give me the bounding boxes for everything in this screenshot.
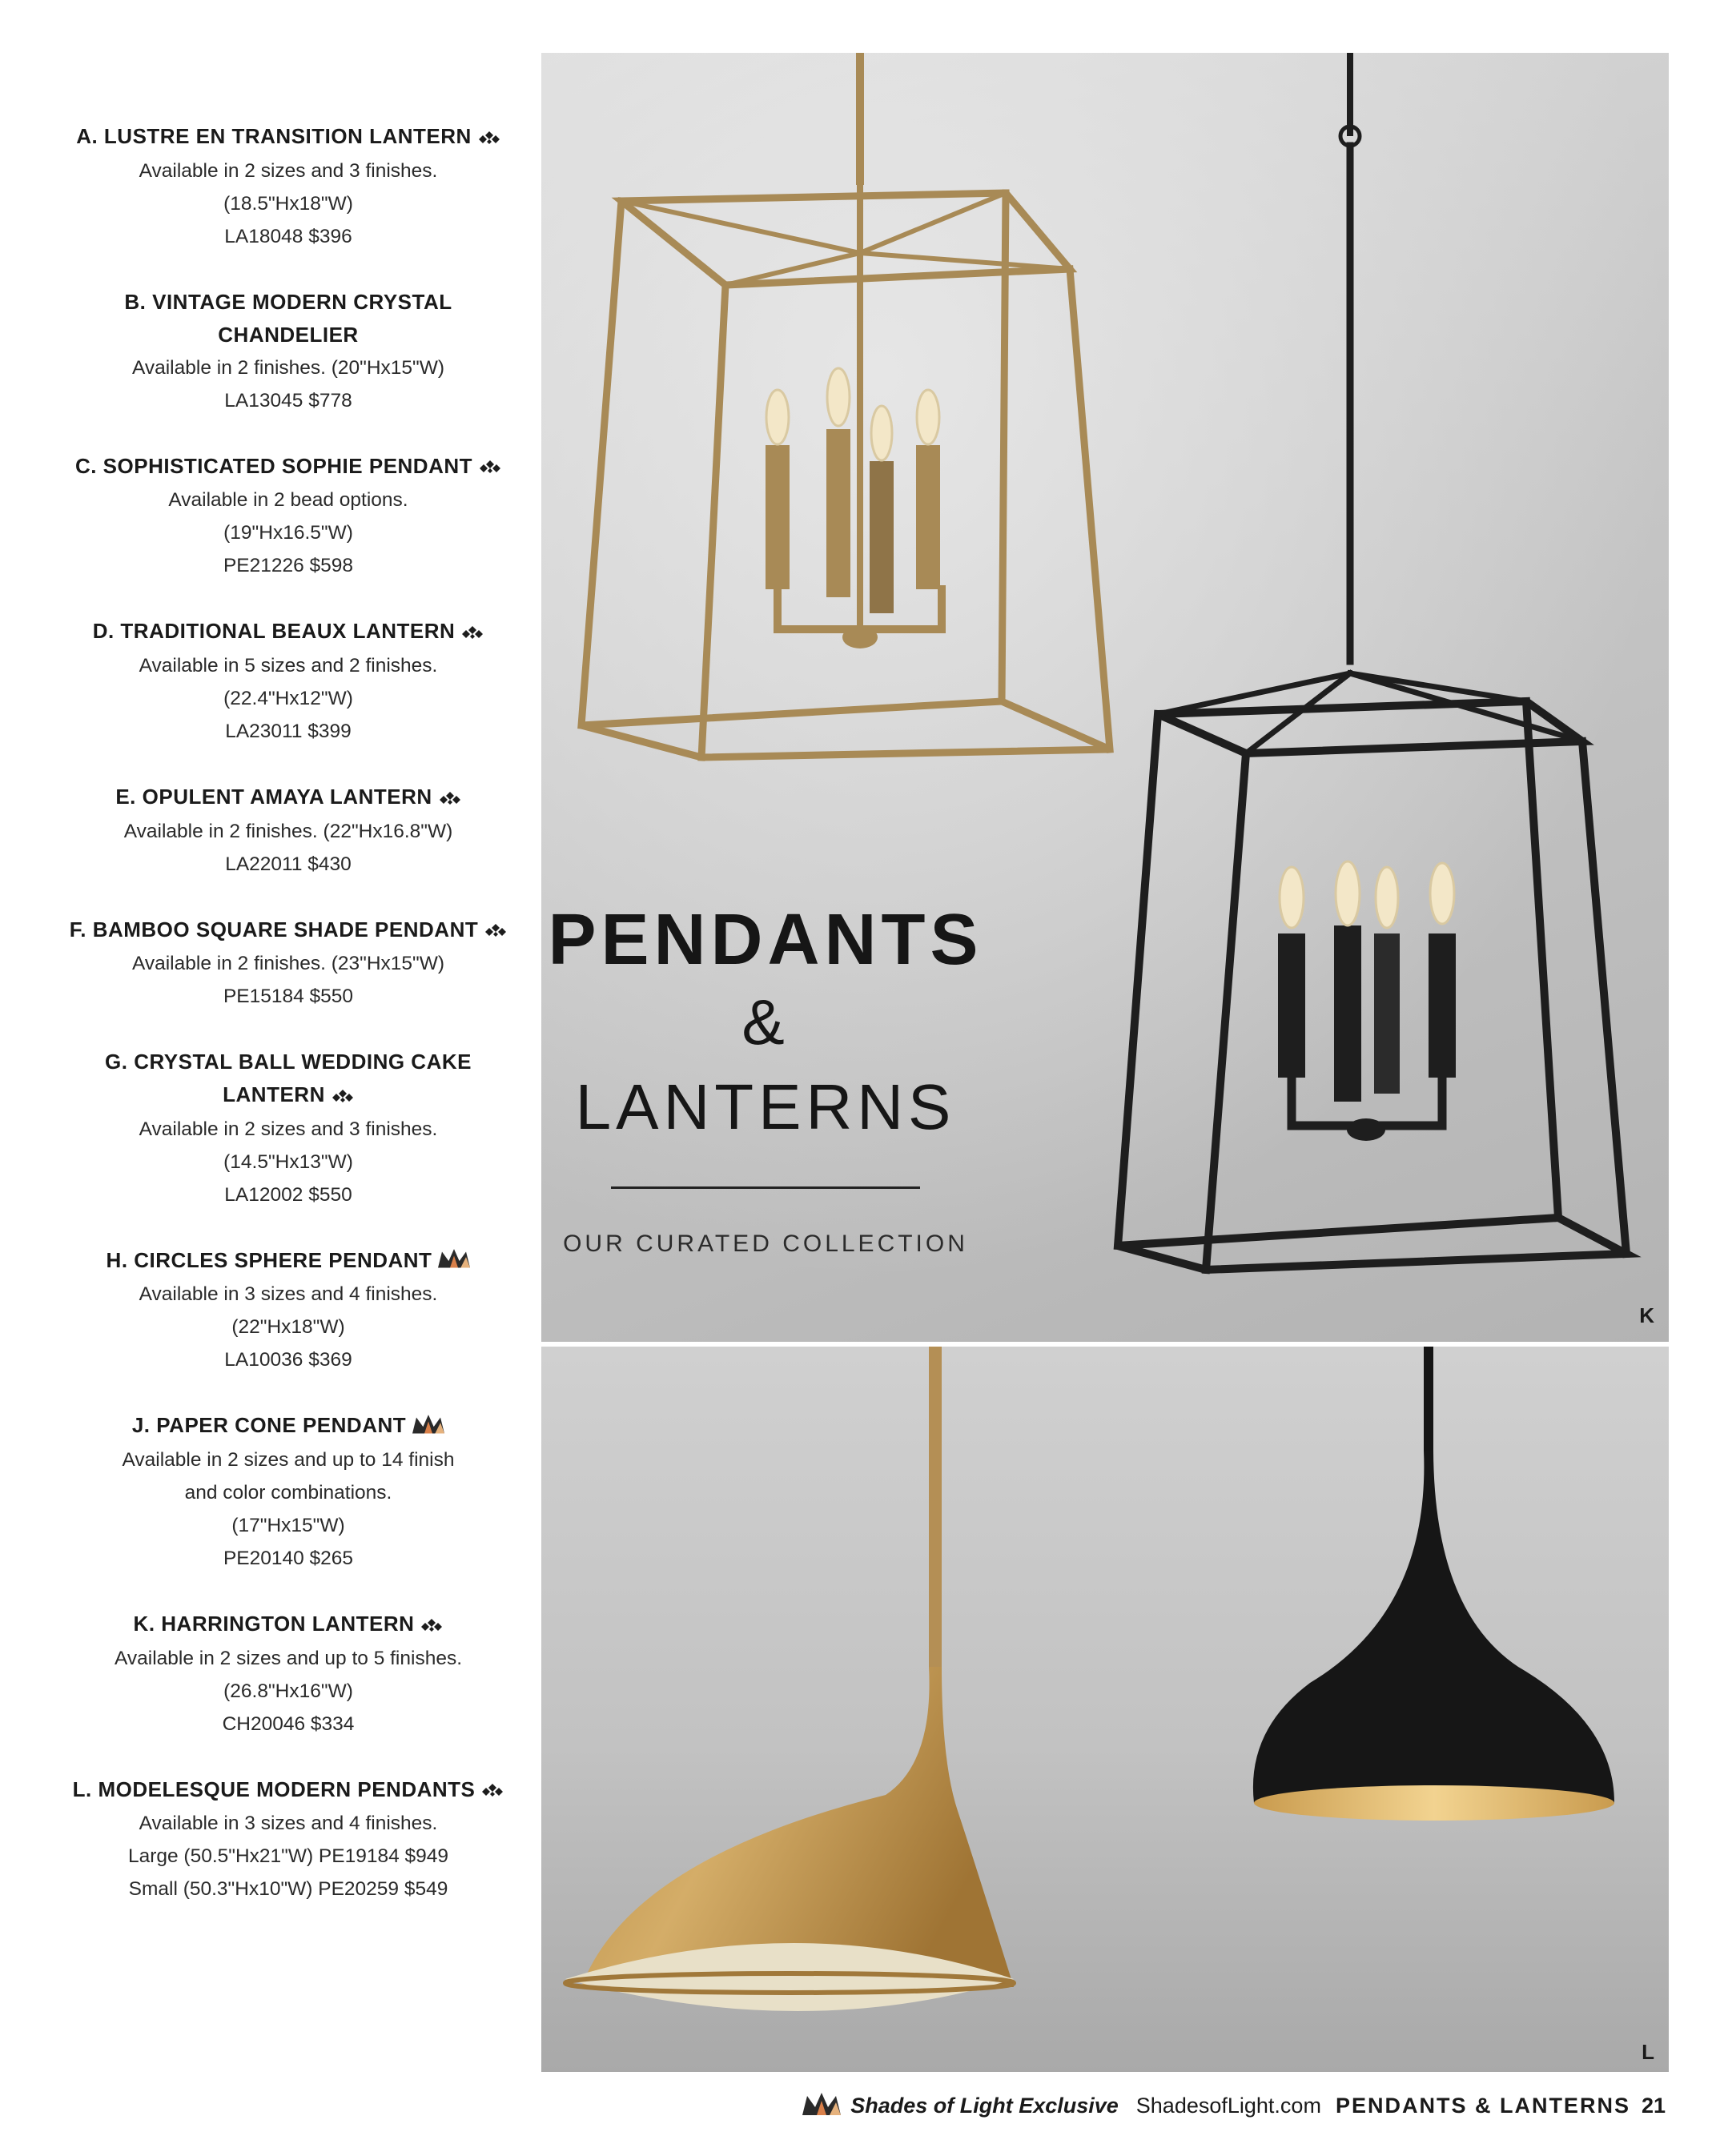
photo-letter-k: K xyxy=(1639,1303,1654,1327)
diamond-mark-icon xyxy=(481,1774,504,1807)
product-title xyxy=(56,120,520,155)
product-detail-line: (17"Hx15"W) xyxy=(231,1515,345,1536)
product-detail-line: Available in 2 sizes and up to 14 finish xyxy=(122,1449,455,1471)
product-entry xyxy=(56,286,520,417)
product-detail-line: (14.5"Hx13"W) xyxy=(223,1150,353,1173)
product-detail-line: Available in 2 finishes. (20"Hx15"W) xyxy=(131,356,445,379)
product-title xyxy=(56,1409,520,1443)
product-title xyxy=(56,615,520,649)
product-title-text: K. HARRINGTON LANTERN xyxy=(133,1612,415,1636)
photo-letter-l: L xyxy=(1642,2040,1654,2064)
product-detail-line: PE20140 $265 xyxy=(223,1548,354,1569)
diamond-mark-icon xyxy=(484,914,507,947)
crown-logo-icon xyxy=(412,1411,444,1443)
website-link[interactable]: ShadesofLight.com xyxy=(1135,2093,1321,2118)
product-title xyxy=(56,1608,520,1642)
product-detail-line: Available in 2 finishes. (22"Hx16.8"W) xyxy=(123,820,453,842)
diamond-mark-icon xyxy=(461,616,484,649)
harrington-lantern-photo xyxy=(541,53,1669,1342)
product-entry xyxy=(56,1608,520,1740)
product-detail-line: PE15184 $550 xyxy=(223,986,354,1008)
product-detail-line: Available in 5 sizes and 2 finishes. xyxy=(139,654,438,677)
product-entry xyxy=(56,1773,520,1906)
product-detail-line: (22"Hx18"W) xyxy=(231,1316,345,1339)
page-footer xyxy=(753,2088,1666,2123)
product-detail-line: PE21226 $598 xyxy=(223,555,354,577)
product-detail-line: Available in 2 bead options. xyxy=(168,489,408,512)
product-detail-line: (18.5"Hx18"W) xyxy=(223,192,353,215)
product-entry xyxy=(56,1244,520,1377)
product-detail-line: Available in 2 finishes. (23"Hx15"W) xyxy=(131,953,445,975)
product-detail-line: LA23011 $399 xyxy=(225,720,352,742)
diamond-mark-icon xyxy=(420,1609,443,1642)
collection-tagline: OUR CURATED COLLECTION xyxy=(563,1231,968,1257)
product-title xyxy=(56,1244,520,1279)
collection-headline xyxy=(541,900,990,1258)
product-title-text: H. CIRCLES SPHERE PENDANT xyxy=(106,1247,432,1272)
product-detail-line: LA22011 $430 xyxy=(225,853,352,875)
product-title xyxy=(56,781,520,815)
page-number: 21 xyxy=(1641,2093,1666,2118)
product-detail-line: LA18048 $396 xyxy=(224,225,352,247)
section-name: PENDANTS & LANTERNS xyxy=(1335,2093,1630,2118)
headline-subtitle: & LANTERNS xyxy=(575,986,956,1142)
gold-dome-pendant xyxy=(565,1347,1014,2011)
product-entry xyxy=(56,120,520,253)
product-title-text: D. TRADITIONAL BEAUX LANTERN xyxy=(92,619,456,644)
diamond-mark-icon xyxy=(478,122,500,155)
product-title-text: G. CRYSTAL BALL WEDDING CAKE LANTERN xyxy=(105,1050,472,1107)
product-entry xyxy=(56,615,520,748)
product-title-text: A. LUSTRE EN TRANSITION LANTERN xyxy=(76,124,472,148)
product-title-text: L. MODELESQUE MODERN PENDANTS xyxy=(72,1777,476,1801)
product-detail-line: LA12002 $550 xyxy=(224,1183,352,1206)
product-detail-line: (19"Hx16.5"W) xyxy=(223,522,353,544)
crown-logo-icon xyxy=(802,2091,841,2121)
product-title xyxy=(56,1046,520,1113)
black-cone-pendant xyxy=(1253,1347,1614,1821)
product-title xyxy=(56,286,520,351)
product-title xyxy=(56,450,520,484)
product-detail-line: Available in 2 sizes and 3 finishes. xyxy=(139,1118,438,1140)
diamond-mark-icon xyxy=(479,451,501,484)
pendant-illustration xyxy=(541,1347,1669,2072)
product-detail-line: Available in 3 sizes and 4 finishes. xyxy=(139,1813,438,1835)
product-detail-line: Available in 3 sizes and 4 finishes. xyxy=(139,1283,438,1306)
exclusive-label: Shades of Light Exclusive xyxy=(850,2093,1119,2118)
product-list xyxy=(56,120,520,1938)
product-title-text: B. VINTAGE MODERN CRYSTAL CHANDELIER xyxy=(124,289,452,347)
product-detail-line: Large (50.5"Hx21"W) PE19184 $949 xyxy=(127,1845,449,1868)
product-entry xyxy=(56,450,520,583)
product-title-text: C. SOPHISTICATED SOPHIE PENDANT xyxy=(74,453,473,478)
product-detail-line: LA10036 $369 xyxy=(224,1349,352,1371)
product-entry xyxy=(56,781,520,881)
product-detail-line: LA13045 $778 xyxy=(224,389,352,412)
product-detail-line: Small (50.3"Hx10"W) PE20259 $549 xyxy=(128,1878,448,1901)
product-title-text: J. PAPER CONE PENDANT xyxy=(131,1413,407,1438)
product-detail-line: (26.8"Hx16"W) xyxy=(223,1680,353,1702)
headline-title: PENDANTS xyxy=(548,900,983,980)
product-title xyxy=(56,913,520,948)
product-entry xyxy=(56,1046,520,1211)
product-detail-line: CH20046 $334 xyxy=(222,1712,355,1735)
product-entry xyxy=(56,1409,520,1575)
crown-logo-icon xyxy=(438,1245,470,1278)
product-detail-line: and color combinations. xyxy=(184,1482,392,1504)
modelesque-pendants-photo xyxy=(541,1347,1669,2072)
product-detail-line: Available in 2 sizes and up to 5 finishes. xyxy=(114,1647,462,1669)
product-entry xyxy=(56,913,520,1014)
product-title xyxy=(56,1773,520,1808)
product-detail-line: (22.4"Hx12"W) xyxy=(223,687,353,709)
diamond-mark-icon xyxy=(332,1080,354,1113)
diamond-mark-icon xyxy=(439,782,461,815)
product-title-text: F. BAMBOO SQUARE SHADE PENDANT xyxy=(69,917,479,941)
product-title-text: E. OPULENT AMAYA LANTERN xyxy=(115,784,432,809)
headline-divider xyxy=(611,1186,920,1189)
product-detail-line: Available in 2 sizes and 3 finishes. xyxy=(139,159,438,182)
